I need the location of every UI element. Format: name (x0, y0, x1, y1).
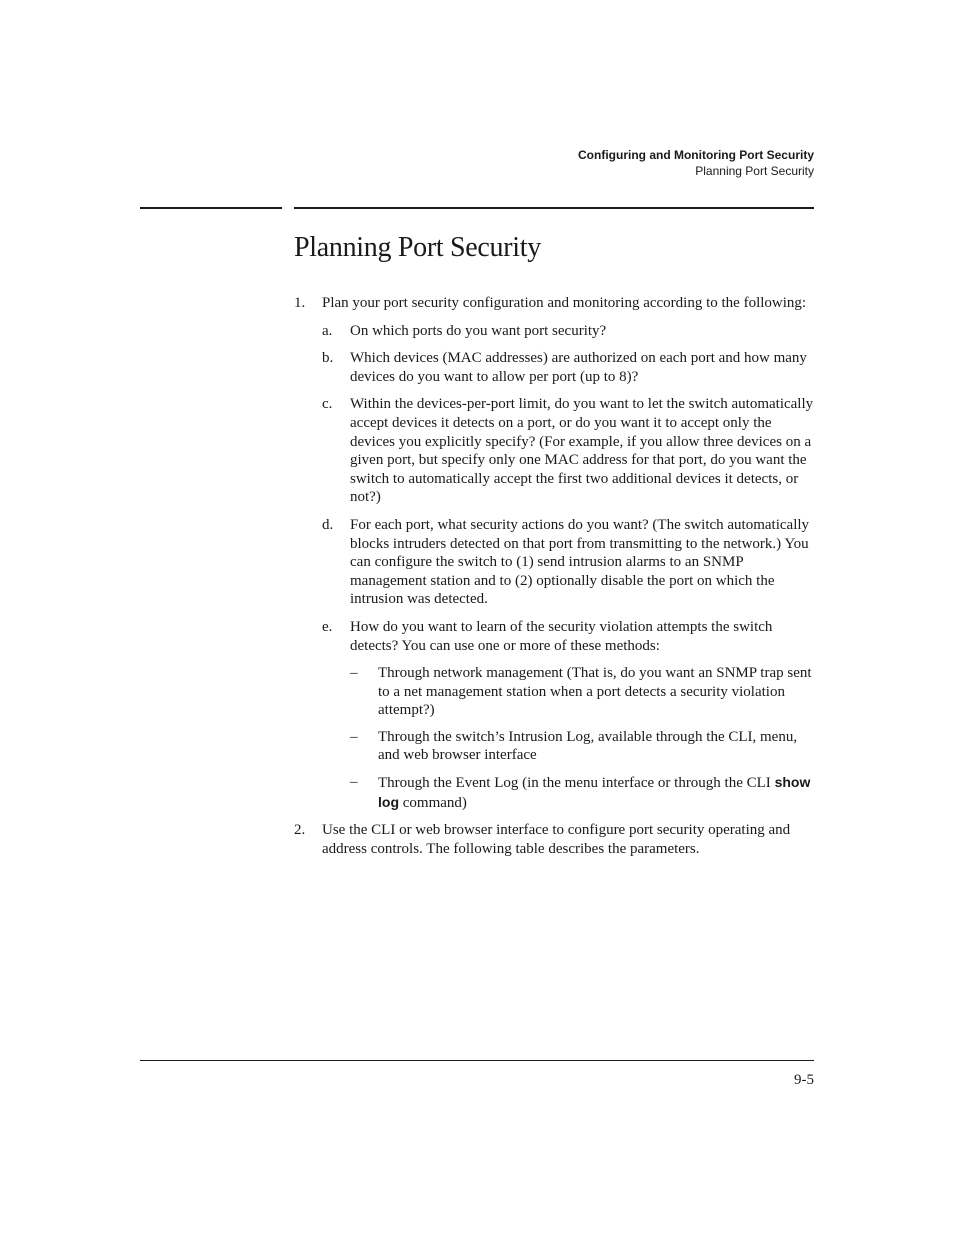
bullet-text (378, 773, 816, 812)
cli-command: show log (378, 774, 811, 810)
substep-marker: e. (322, 618, 333, 635)
step-2 (294, 821, 816, 858)
bullet-text-before: Through the Event Log (in the menu interface or through the CLI (378, 775, 775, 792)
bullet-text: Through network management (That is, do you want an SNMP trap sent to a net management station when a port detects a security violation attempt?) (378, 665, 812, 719)
running-header (578, 147, 814, 179)
dash-marker: – (350, 728, 358, 745)
step-1 (294, 294, 816, 313)
dash-marker: – (350, 665, 358, 682)
substep-text: For each port, what security actions do you want? (The switch automatically blocks intruders detected on that port from transmitting to the network.) You can configure the switch to (1) send intrusion alarms to an SNMP management station and to (2) optionally disable the port on which the intrusion was detected. (350, 516, 810, 608)
substep-text: On which ports do you want port security? (350, 322, 607, 339)
header-rule-left (140, 207, 282, 209)
dash-marker: – (350, 774, 358, 791)
substep-marker: d. (322, 516, 334, 533)
substep-marker: c. (322, 396, 333, 413)
substep-text: Which devices (MAC addresses) are authorized on each port and how many devices do you want to allow per port (up to 8)? (350, 350, 807, 385)
substep-d (322, 516, 816, 609)
bullet-text-after: command) (399, 794, 467, 811)
step-text: Plan your port security configuration and monitoring according to the following: (322, 295, 807, 311)
step-text: Use the CLI or web browser interface to configure port security operating and address controls. The following table describes the parameters. (322, 822, 791, 857)
bullet-item (350, 773, 816, 812)
header-chapter: Configuring and Monitoring Port Security (578, 148, 814, 162)
substep-text: Within the devices-per-port limit, do you want to let the switch automatically accept devices it detects on a port, or do you want it to accept only the devices you explicitly specify? (For example, if you allow three devices on a given port, but specify only one MAC address for that port, do you want the switch to automatically accept the first two additional devices it detects, or not?) (350, 396, 814, 506)
substep-a (322, 322, 816, 341)
substep-marker: b. (322, 350, 334, 367)
header-rule-right (294, 207, 814, 209)
main-content (294, 294, 816, 858)
substep-marker: a. (322, 322, 333, 339)
substep-c (322, 395, 816, 507)
page-number: 9-5 (794, 1072, 814, 1088)
substep-list (294, 322, 816, 813)
substep-b (322, 349, 816, 386)
bullet-item (350, 728, 816, 765)
page-title: Planning Port Security (294, 232, 541, 263)
footer-rule (140, 1060, 814, 1061)
substep-e (322, 618, 816, 655)
header-section: Planning Port Security (695, 164, 814, 178)
bullet-list (322, 664, 816, 812)
step-marker: 1. (294, 295, 306, 311)
step-marker: 2. (294, 822, 306, 839)
bullet-text: Through the switch’s Intrusion Log, available through the CLI, menu, and web browser interface (378, 728, 798, 764)
bullet-item (350, 664, 816, 720)
substep-text: How do you want to learn of the security violation attempts the switch detects? You can use one or more of these methods: (350, 618, 773, 654)
